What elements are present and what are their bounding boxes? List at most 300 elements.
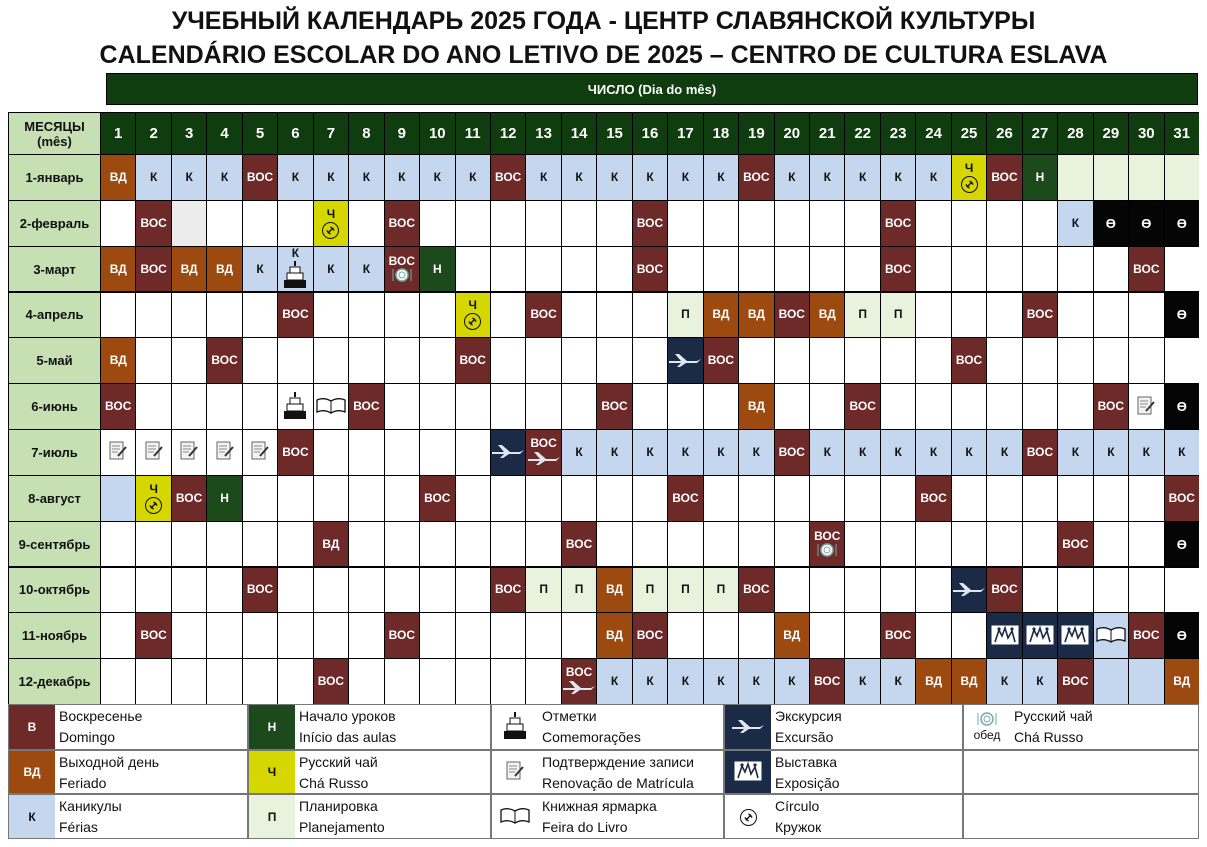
cell-code: К <box>752 674 760 689</box>
day-cell <box>916 247 950 292</box>
day-cell <box>633 338 667 383</box>
legend-label-ru: Русский чай <box>1014 708 1093 724</box>
day-cell <box>845 522 879 567</box>
cell-code: К <box>929 444 938 459</box>
day-cell <box>101 293 135 338</box>
months-header-pt: (mês) <box>37 133 72 149</box>
cell-code: ВОС <box>388 628 416 643</box>
day-header: 31 <box>1165 113 1199 154</box>
day-cell <box>881 384 915 429</box>
day-cell <box>136 659 170 704</box>
cell-code: ВОС <box>1133 628 1160 643</box>
cell-code: ВОС <box>530 435 557 450</box>
legend-item <box>248 794 491 839</box>
months-header-ru: МЕСЯЦЫ <box>24 118 85 134</box>
day-cell <box>562 293 596 338</box>
day-cell <box>597 338 631 383</box>
day-cell <box>101 247 135 292</box>
legend-swatch <box>725 795 771 838</box>
day-header: 20 <box>775 113 809 154</box>
cell-code: ВД <box>180 261 198 276</box>
day-cell <box>172 247 206 292</box>
day-cell <box>456 476 490 521</box>
day-cell <box>881 201 915 246</box>
month-label: 8-август <box>9 476 100 521</box>
legend-empty-cell <box>963 794 1199 839</box>
legend-item <box>724 794 963 839</box>
day-header: 2 <box>136 113 170 154</box>
cell-code: ВД <box>216 261 234 276</box>
day-cell <box>1023 201 1057 246</box>
day-cell <box>952 568 986 613</box>
legend-label-pt: Domingo <box>59 729 116 745</box>
day-cell <box>1058 338 1092 383</box>
cell-code: К <box>1142 444 1150 459</box>
day-cell <box>278 659 312 704</box>
day-cell <box>1129 613 1163 658</box>
plane-icon <box>526 450 560 468</box>
day-cell <box>420 476 454 521</box>
day-cell <box>633 155 667 200</box>
day-cell <box>810 659 844 704</box>
day-header: 28 <box>1058 113 1092 154</box>
day-cell <box>420 568 454 613</box>
legend-code: обед <box>973 728 1001 742</box>
cell-code: ВД <box>109 169 127 184</box>
day-cell <box>845 476 879 521</box>
day-cell <box>987 293 1021 338</box>
day-cell <box>243 247 277 292</box>
day-cell <box>1129 201 1163 246</box>
cell-code: ВОС <box>388 215 416 230</box>
day-cell <box>172 293 206 338</box>
day-cell <box>704 522 738 567</box>
day-cell <box>987 476 1021 521</box>
day-cell <box>810 293 844 338</box>
cell-code: ВОС <box>424 490 451 505</box>
day-cell <box>1094 613 1128 658</box>
cell-code: ВОС <box>565 665 593 680</box>
day-cell <box>1023 155 1057 200</box>
day-cell <box>668 201 702 246</box>
day-header: 23 <box>881 113 915 154</box>
day-cell <box>704 568 738 613</box>
day-cell <box>491 384 525 429</box>
legend-label-pt: Planejamento <box>299 819 385 835</box>
day-cell <box>739 568 773 613</box>
day-cell <box>136 338 170 383</box>
day-cell <box>810 247 844 292</box>
day-cell <box>1058 293 1092 338</box>
day-cell <box>597 659 631 704</box>
day-cell <box>314 568 348 613</box>
day-cell <box>1129 338 1163 383</box>
legend-label-pt: Chá Russo <box>299 775 369 791</box>
day-cell <box>207 155 241 200</box>
day-cell <box>987 338 1021 383</box>
day-cell <box>987 613 1021 658</box>
cell-code: К <box>1107 444 1115 459</box>
day-cell <box>349 613 383 658</box>
cell-code: К <box>859 169 867 184</box>
cell-code: П <box>716 582 726 597</box>
day-cell <box>456 522 490 567</box>
cell-code: ВОС <box>636 215 664 230</box>
day-cell <box>1023 522 1057 567</box>
cell-code: К <box>1178 444 1186 459</box>
day-cell <box>668 384 702 429</box>
day-cell <box>243 338 277 383</box>
cell-code: К <box>291 169 300 184</box>
legend-item <box>248 704 491 750</box>
legend-label-ru: Отметки <box>542 708 597 724</box>
cell-code: ВОС <box>814 528 841 543</box>
day-cell <box>881 293 915 338</box>
day-cell <box>136 613 170 658</box>
cell-code: ВОС <box>317 674 345 689</box>
cell-code: ВОС <box>1133 261 1160 276</box>
day-cell <box>881 613 915 658</box>
day-cell <box>491 430 525 475</box>
book-icon <box>315 397 347 417</box>
day-cell <box>987 568 1021 613</box>
day-cell <box>1129 247 1163 292</box>
day-cell <box>243 476 277 521</box>
day-cell <box>987 384 1021 429</box>
day-cell <box>420 155 454 200</box>
day-cell <box>1058 155 1092 200</box>
day-cell <box>1023 659 1057 704</box>
legend-empty-cell <box>963 750 1199 794</box>
day-cell <box>491 613 525 658</box>
day-cell <box>881 568 915 613</box>
day-cell <box>172 476 206 521</box>
day-cell <box>704 613 738 658</box>
day-header: 18 <box>704 113 738 154</box>
cell-code: ВД <box>712 307 730 322</box>
day-header: 10 <box>420 113 454 154</box>
cell-code: К <box>681 444 690 459</box>
day-cell <box>1023 338 1057 383</box>
day-cell <box>845 568 879 613</box>
legend-swatch <box>725 751 771 793</box>
day-cell <box>314 155 348 200</box>
cell-code: ϴ <box>1176 536 1187 552</box>
day-cell <box>775 155 809 200</box>
day-cell <box>207 247 241 292</box>
day-cell <box>562 155 596 200</box>
legend-item <box>8 704 248 750</box>
day-cell <box>136 476 170 521</box>
day-cell <box>101 659 135 704</box>
day-cell <box>526 338 560 383</box>
cell-code: ВОС <box>636 628 664 643</box>
legend-item <box>8 750 248 794</box>
day-cell <box>704 659 738 704</box>
day-cell <box>775 338 809 383</box>
day-cell <box>597 293 631 338</box>
cell-code: К <box>717 169 725 184</box>
day-cell <box>633 293 667 338</box>
day-cell <box>491 201 525 246</box>
day-cell <box>385 659 419 704</box>
legend-label-ru: Círculo <box>775 798 820 814</box>
day-cell <box>775 430 809 475</box>
day-cell <box>101 201 135 246</box>
day-cell <box>278 247 312 292</box>
day-cell <box>278 522 312 567</box>
legend-swatch <box>492 795 538 838</box>
cell-code: ВОС <box>884 215 912 230</box>
legend-item <box>8 794 248 839</box>
day-cell <box>1094 201 1128 246</box>
day-cell <box>668 522 702 567</box>
day-cell <box>526 613 560 658</box>
day-cell <box>456 247 490 292</box>
legend-item <box>491 794 724 839</box>
day-cell <box>916 659 950 704</box>
cell-code: ВОС <box>743 582 770 597</box>
day-cell <box>136 384 170 429</box>
cell-code: К <box>1071 444 1080 459</box>
cell-code: К <box>859 674 867 689</box>
day-cell <box>526 430 560 475</box>
day-cell <box>1058 384 1092 429</box>
day-header: 6 <box>278 113 312 154</box>
day-cell <box>314 476 348 521</box>
cell-code: К <box>646 169 654 184</box>
legend-label-pt: Feira do Livro <box>542 819 628 835</box>
cell-code: П <box>681 307 690 322</box>
legend-swatch <box>249 705 295 749</box>
day-cell <box>456 430 490 475</box>
month-label: 2-февраль <box>9 201 100 246</box>
day-cell <box>101 613 135 658</box>
day-cell <box>881 522 915 567</box>
cell-code: К <box>929 169 938 184</box>
day-cell <box>456 338 490 383</box>
day-cell <box>1094 659 1128 704</box>
day-cell <box>101 384 135 429</box>
day-cell <box>952 293 986 338</box>
day-cell <box>314 247 348 292</box>
cell-code: К <box>327 261 335 276</box>
day-cell <box>633 476 667 521</box>
legend-label-pt: Feriado <box>59 775 107 791</box>
cell-code: ВОС <box>105 399 132 414</box>
day-cell <box>562 201 596 246</box>
plane-icon <box>730 718 766 736</box>
cake-icon <box>283 260 307 292</box>
day-cell <box>633 568 667 613</box>
month-label: 11-ноябрь <box>9 613 100 658</box>
book-icon <box>1095 626 1127 646</box>
cell-code: Н <box>1035 169 1045 184</box>
day-cell <box>987 659 1021 704</box>
month-label: 5-май <box>9 338 100 383</box>
day-cell <box>243 155 277 200</box>
day-cell <box>1165 155 1199 200</box>
day-cell <box>420 384 454 429</box>
cell-code: Н <box>220 490 229 505</box>
day-cell <box>1165 659 1199 704</box>
legend-label-pt: Chá Russo <box>1014 729 1084 745</box>
day-header: 26 <box>987 113 1021 154</box>
day-cell <box>562 568 596 613</box>
cell-code: П <box>539 582 548 597</box>
day-cell <box>278 201 312 246</box>
legend-label-pt: Excursão <box>775 729 834 745</box>
day-cell <box>491 155 525 200</box>
day-cell <box>987 155 1021 200</box>
day-cell <box>136 293 170 338</box>
cell-code: К <box>965 444 973 459</box>
day-cell <box>243 613 277 658</box>
month-label: 10-октябрь <box>9 568 100 613</box>
day-cell <box>704 476 738 521</box>
day-cell <box>597 155 631 200</box>
cell-code: К <box>185 169 193 184</box>
cell-code: ВОС <box>707 353 735 368</box>
day-cell <box>349 384 383 429</box>
day-cell <box>349 155 383 200</box>
day-cell <box>952 476 986 521</box>
day-cell <box>1129 568 1163 613</box>
day-cell <box>810 613 844 658</box>
legend-label-ru: Выставка <box>775 754 838 770</box>
cell-code: ВОС <box>672 490 699 505</box>
day-cell <box>1023 568 1057 613</box>
cell-code: ВОС <box>140 215 167 230</box>
day-cell <box>952 384 986 429</box>
day-cell <box>881 338 915 383</box>
legend-label-ru: Выходной день <box>59 754 160 770</box>
day-cell <box>243 659 277 704</box>
day-cell <box>881 430 915 475</box>
day-cell <box>845 430 879 475</box>
day-cell <box>739 155 773 200</box>
day-header: 7 <box>314 113 348 154</box>
legend-swatch <box>725 705 771 749</box>
day-cell <box>1058 613 1092 658</box>
day-cell <box>420 659 454 704</box>
day-cell <box>775 247 809 292</box>
plane-icon <box>952 581 986 599</box>
month-label: 7-июль <box>9 430 100 475</box>
cell-code: ϴ <box>1176 399 1187 415</box>
day-cell <box>526 155 560 200</box>
day-cell <box>314 293 348 338</box>
day-cell <box>1023 293 1057 338</box>
month-label: 6-июнь <box>9 384 100 429</box>
cell-code: ВОС <box>140 628 167 643</box>
cell-code: К <box>256 261 264 276</box>
month-label: 1-январь <box>9 155 100 200</box>
day-cell <box>810 338 844 383</box>
cell-code: ВОС <box>814 674 841 689</box>
plate-icon <box>976 712 998 728</box>
day-cell <box>456 384 490 429</box>
cell-code: ВОС <box>388 253 416 268</box>
day-cell <box>526 201 560 246</box>
cell-code: К <box>1000 674 1009 689</box>
cell-code: П <box>574 582 584 597</box>
day-cell <box>1165 201 1199 246</box>
day-cell <box>1129 384 1163 429</box>
day-cell <box>456 155 490 200</box>
day-cell <box>349 568 383 613</box>
day-cell <box>526 568 560 613</box>
day-cell <box>491 338 525 383</box>
cell-code: ВОС <box>849 399 876 414</box>
day-cell <box>562 430 596 475</box>
form-icon <box>215 440 235 464</box>
cell-code: ВОС <box>1168 490 1195 505</box>
day-cell <box>987 201 1021 246</box>
day-cell <box>810 201 844 246</box>
day-cell <box>207 568 241 613</box>
day-header: 1 <box>101 113 135 154</box>
day-cell <box>243 293 277 338</box>
cell-code: ВД <box>818 307 836 322</box>
day-cell <box>845 613 879 658</box>
cell-code: ВОС <box>1026 444 1054 459</box>
day-cell <box>704 155 738 200</box>
cell-code: Ч <box>468 298 477 313</box>
day-cell <box>952 247 986 292</box>
day-header: 21 <box>810 113 844 154</box>
day-cell <box>207 293 241 338</box>
day-cell <box>101 338 135 383</box>
day-cell <box>1094 155 1128 200</box>
cell-code: К <box>894 169 902 184</box>
day-cell <box>775 613 809 658</box>
cell-code: К <box>327 169 335 184</box>
day-cell <box>952 201 986 246</box>
day-cell <box>1094 430 1128 475</box>
cell-code: ВОС <box>494 582 522 597</box>
cell-code: ВОС <box>991 582 1018 597</box>
day-cell <box>845 338 879 383</box>
day-cell <box>916 384 950 429</box>
plane-icon <box>668 352 702 370</box>
day-cell <box>385 430 419 475</box>
day-cell <box>491 522 525 567</box>
cell-code: ВД <box>747 399 765 414</box>
cell-code: К <box>788 169 796 184</box>
plate-icon <box>391 268 413 284</box>
day-header: 11 <box>456 113 490 154</box>
cell-code: ϴ <box>1141 215 1152 231</box>
day-cell <box>456 568 490 613</box>
day-cell <box>739 384 773 429</box>
form-icon <box>179 440 199 464</box>
cell-code: ВД <box>747 307 765 322</box>
day-cell <box>562 659 596 704</box>
day-cell <box>278 476 312 521</box>
cell-code: ВОС <box>282 307 309 322</box>
cell-code: ВД <box>783 628 801 643</box>
day-cell <box>1023 476 1057 521</box>
day-cell <box>597 430 631 475</box>
cell-code: К <box>646 444 654 459</box>
day-cell <box>136 201 170 246</box>
cell-code: ВОС <box>353 399 380 414</box>
day-cell <box>739 338 773 383</box>
day-cell <box>1094 476 1128 521</box>
day-cell <box>278 293 312 338</box>
day-cell <box>207 522 241 567</box>
